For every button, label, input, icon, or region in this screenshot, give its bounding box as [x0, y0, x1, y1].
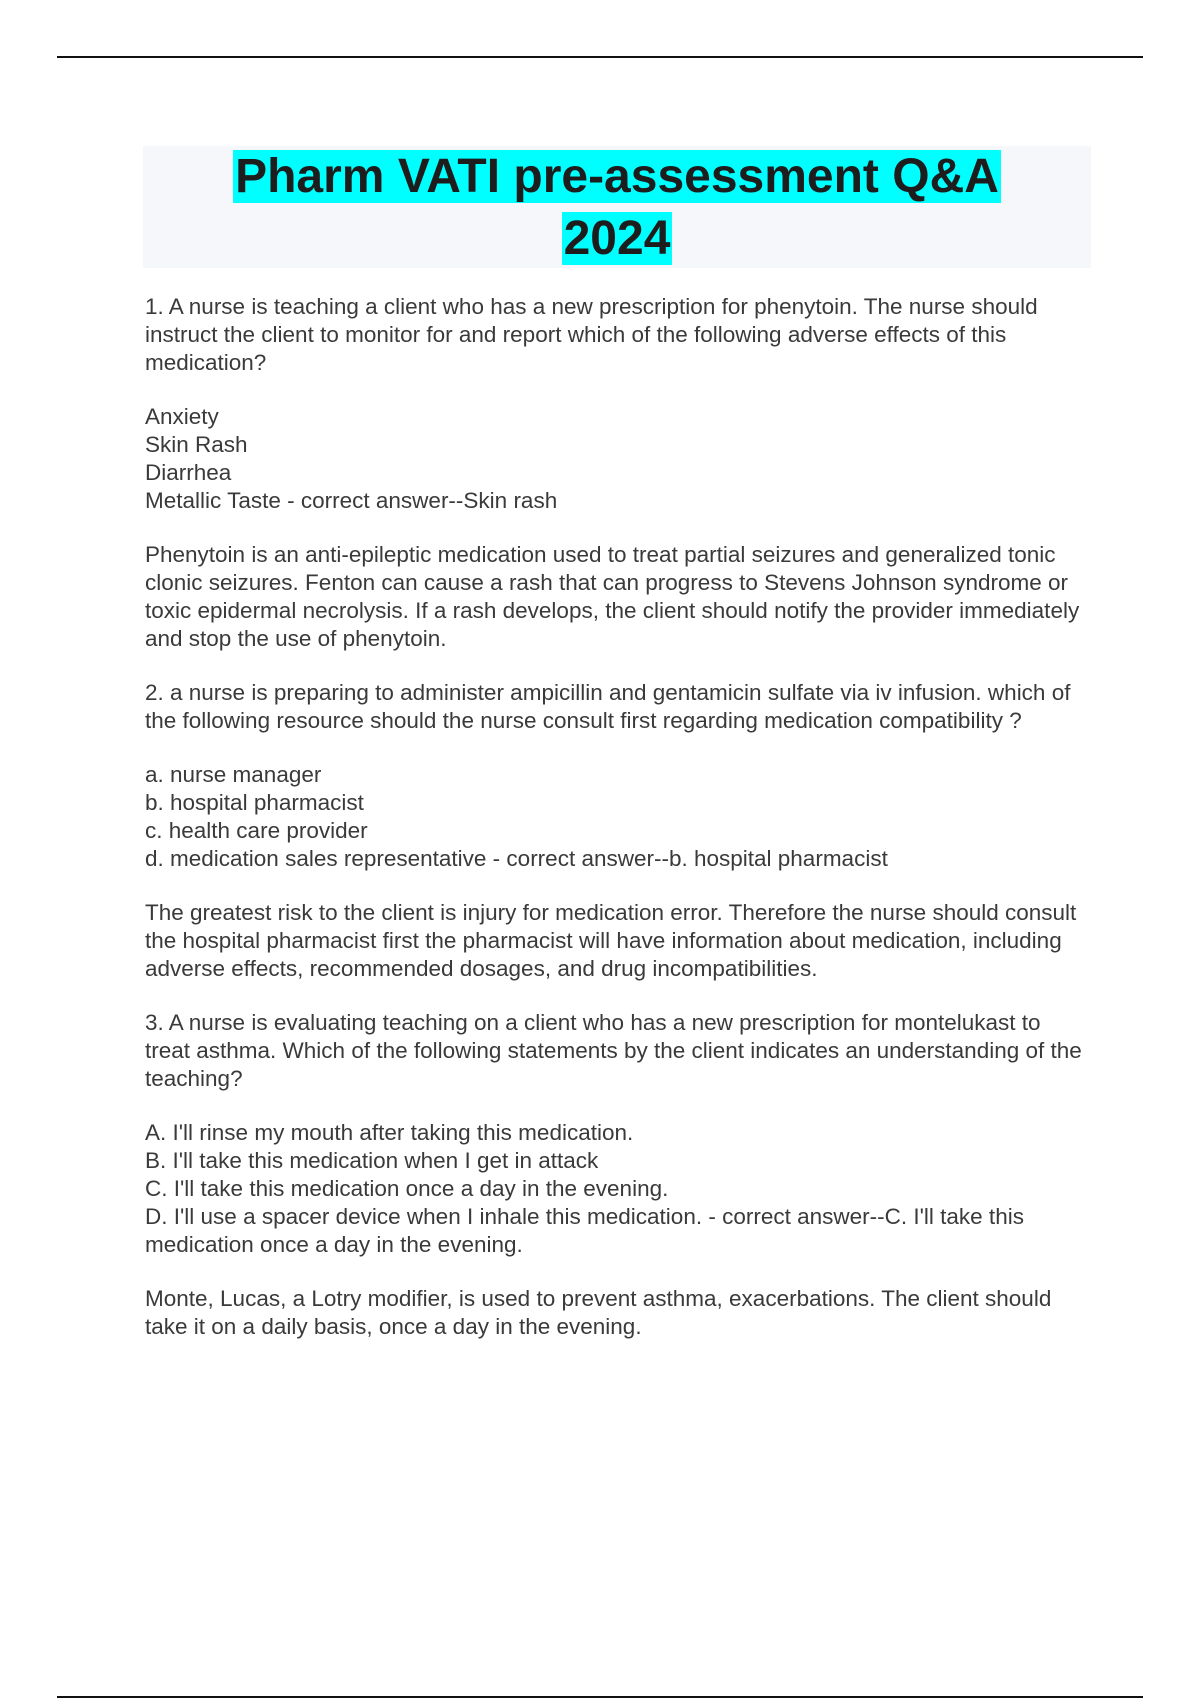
top-rule — [57, 56, 1143, 58]
question-1-stem: 1. A nurse is teaching a client who has a new prescription for phenytoin. The nurse should instruct the client to monitor for and report which of the following adverse effects of this medication? — [145, 294, 1038, 375]
question-1-options — [145, 403, 1090, 515]
question-2-rationale: The greatest risk to the client is injury for medication error. Therefore the nurse should consult the hospital pharmacist first the pharmacist will have information about medication, including adverse effects, recommended dosages, and drug incompatibilities. — [145, 900, 1077, 981]
document-body — [145, 293, 1090, 1367]
question-3-option: C. I'll take this medication once a day in the evening. — [145, 1176, 669, 1201]
page-title — [187, 146, 1047, 270]
question-3-options — [145, 1119, 1090, 1259]
question-2-option: b. hospital pharmacist — [145, 790, 364, 815]
question-1-option: Anxiety — [145, 404, 219, 429]
question-2-option: c. health care provider — [145, 818, 368, 843]
question-2-option: a. nurse manager — [145, 762, 322, 787]
question-3-option: D. I'll use a spacer device when I inhale this medication. - correct answer--C. I'll take this medication once a day in the evening. — [145, 1204, 1024, 1257]
bottom-rule — [57, 1696, 1143, 1698]
question-2-option: d. medication sales representative - correct answer--b. hospital pharmacist — [145, 846, 888, 871]
question-2-options — [145, 761, 1090, 873]
title-band — [143, 146, 1091, 268]
page-title-text: Pharm VATI pre-assessment Q&A 2024 — [235, 150, 999, 265]
question-3-option: A. I'll rinse my mouth after taking this medication. — [145, 1120, 634, 1145]
question-3-rationale: Monte, Lucas, a Lotry modifier, is used to prevent asthma, exacerbations. The client should take it on a daily basis, once a day in the evening. — [145, 1286, 1052, 1339]
question-1-option: Diarrhea — [145, 460, 232, 485]
question-1-option: Skin Rash — [145, 432, 248, 457]
question-1-rationale: Phenytoin is an anti-epileptic medication used to treat partial seizures and generalized tonic clonic seizures. Fenton can cause a rash that can progress to Stevens Johnson syndrome or toxic epidermal necrolysis. If a rash develops, the client should notify the provider immediately and stop the use of phenytoin. — [145, 542, 1080, 651]
question-1-option: Metallic Taste - correct answer--Skin rash — [145, 488, 558, 513]
question-3-stem: 3. A nurse is evaluating teaching on a client who has a new prescription for montelukast to treat asthma. Which of the following statements by the client indicates an understanding of the teaching? — [145, 1010, 1082, 1091]
question-2-stem: 2. a nurse is preparing to administer ampicillin and gentamicin sulfate via iv infusion. which of the following resource should the nurse consult first regarding medication compatibility ? — [145, 680, 1071, 733]
question-3-option: B. I'll take this medication when I get in attack — [145, 1148, 599, 1173]
